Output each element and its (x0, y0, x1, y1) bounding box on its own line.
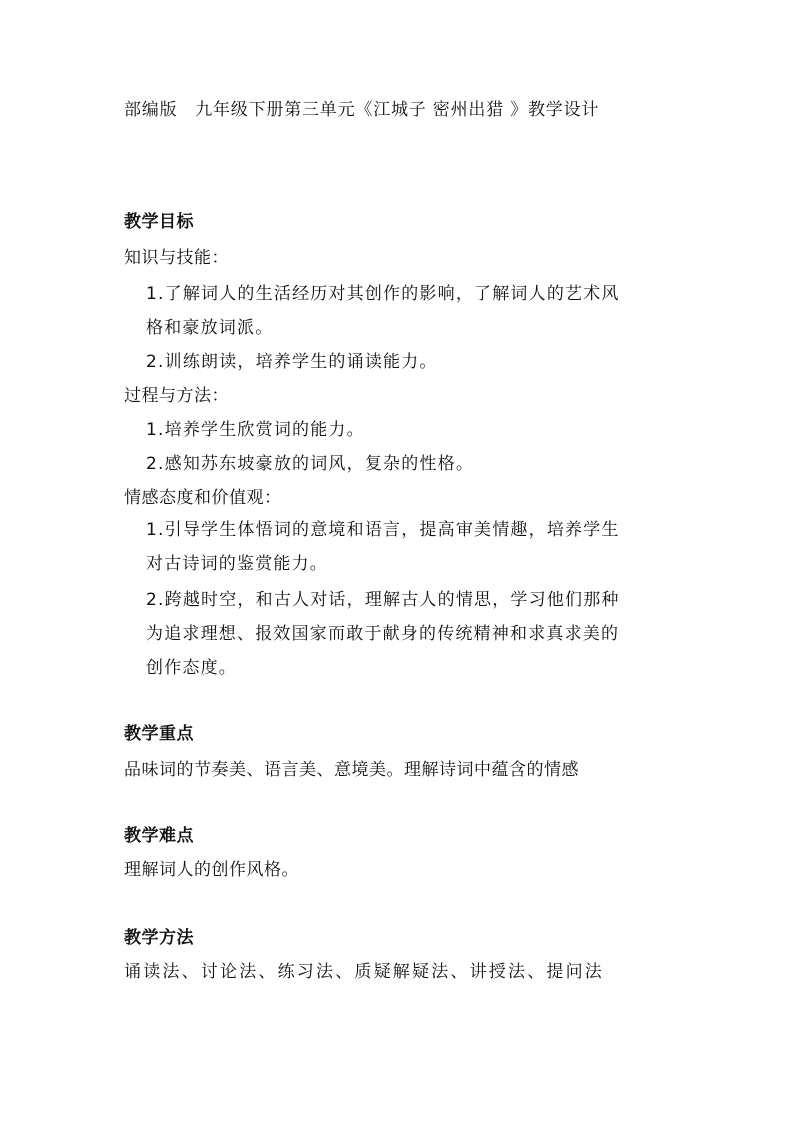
methods-heading: 教学方法 (124, 928, 194, 948)
knowledge-item-1-line-1: 1.了解词人的生活经历对其创作的影响，了解词人的艺术风 (146, 284, 620, 304)
knowledge-item-1-line-2: 格和豪放词派。 (146, 318, 274, 338)
document-title: 部编版 九年级下册第三单元《江城子 密州出猎 》教学设计 (124, 100, 600, 120)
difficulties-heading: 教学难点 (124, 826, 194, 846)
methods-text: 诵读法、讨论法、练习法、质疑解疑法、讲授法、提问法 (124, 962, 604, 982)
process-item-2: 2.感知苏东坡豪放的词风，复杂的性格。 (146, 454, 475, 474)
objectives-heading: 教学目标 (124, 212, 194, 232)
key-points-heading: 教学重点 (124, 724, 194, 744)
emotion-values-label: 情感态度和价值观： (124, 488, 282, 508)
difficulties-text: 理解词人的创作风格。 (124, 860, 299, 880)
emotion-item-2-line-1: 2.跨越时空，和古人对话，理解古人的情思，学习他们那种 (146, 590, 620, 610)
emotion-item-2-line-3: 创作态度。 (146, 658, 237, 678)
process-item-1: 1.培养学生欣赏词的能力。 (146, 420, 365, 440)
emotion-item-1-line-1: 1.引导学生体悟词的意境和语言，提高审美情趣，培养学生 (146, 520, 620, 540)
emotion-item-1-line-2: 对古诗词的鉴赏能力。 (146, 554, 328, 574)
key-points-text: 品味词的节奏美、语言美、意境美。理解诗词中蕴含的情感 (124, 760, 579, 780)
knowledge-skills-label: 知识与技能： (124, 248, 229, 268)
knowledge-item-2: 2.训练朗读，培养学生的诵读能力。 (146, 352, 438, 372)
process-methods-label: 过程与方法： (124, 386, 229, 406)
emotion-item-2-line-2: 为追求理想、报效国家而敢于献身的传统精神和求真求美的 (146, 624, 620, 644)
